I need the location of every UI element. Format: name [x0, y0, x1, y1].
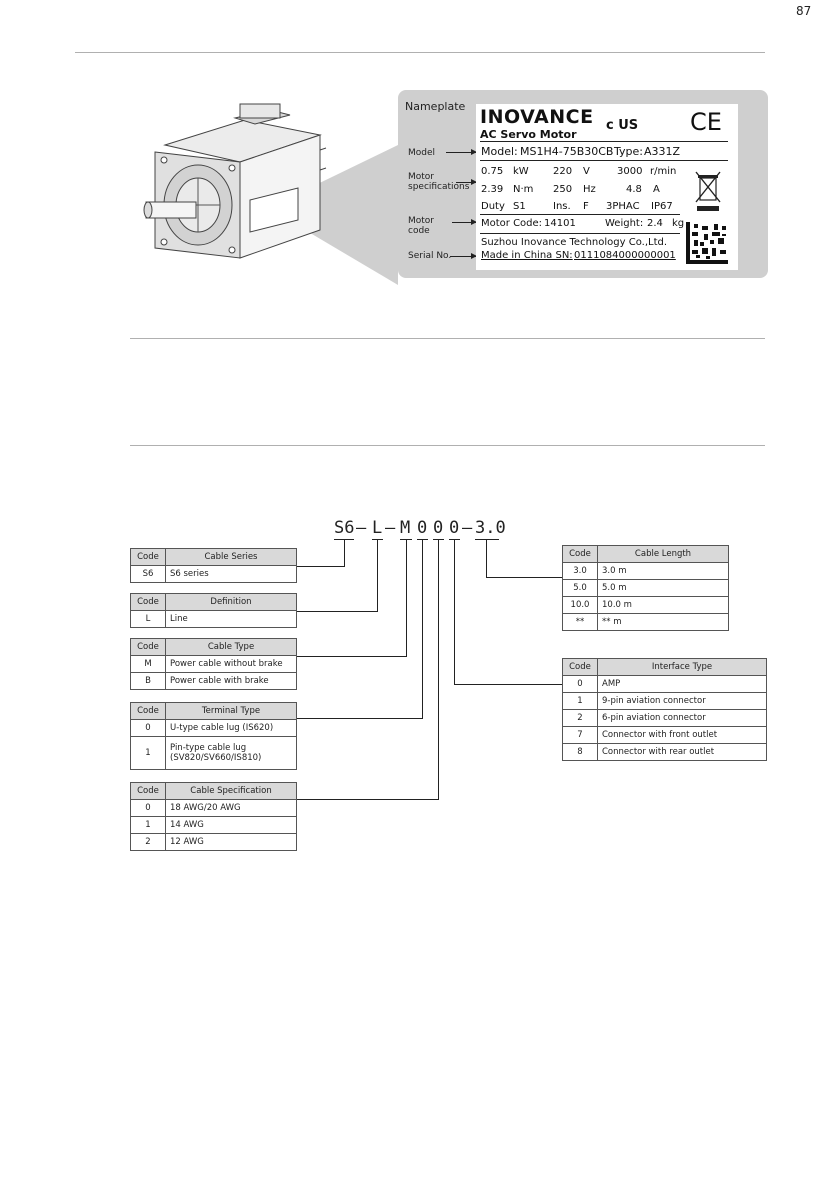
table-row [563, 580, 729, 597]
cell-code: 0 [131, 720, 166, 737]
code-series: S6 [334, 518, 355, 538]
cell-code: 3.0 [563, 563, 598, 580]
cell-desc: S6 series [166, 566, 297, 583]
table-row [563, 676, 767, 693]
header-code: Code [131, 703, 166, 720]
cell-desc: Connector with rear outlet [598, 744, 767, 761]
code-terminal-type: 0 [417, 518, 428, 538]
label-motor-code: Motor code [408, 216, 435, 236]
table-interface-type [562, 658, 767, 761]
product-name: AC Servo Motor [480, 128, 577, 141]
spec-r1-c6: r/min [650, 166, 677, 177]
spec-r1-c4: V [583, 166, 590, 177]
serial-value: 0111084000000001 [574, 250, 676, 261]
table-row [131, 737, 297, 770]
cell-desc: 6-pin aviation connector [598, 710, 767, 727]
page-number: 87 [796, 4, 812, 18]
table-definition [130, 593, 297, 628]
cell-code: 0 [563, 676, 598, 693]
table-terminal-type [130, 702, 297, 770]
spec-r1-c3: 220 [553, 166, 573, 177]
spec-r1-c2: kW [513, 166, 529, 177]
label-motor-specifications: Motor specifications [408, 172, 470, 192]
table-cable-series [130, 548, 297, 583]
code-cable-type: M [400, 518, 411, 538]
weight-value: 2.4 [647, 218, 663, 229]
cell-desc: 5.0 m [598, 580, 729, 597]
arrow-specifications [456, 182, 476, 183]
cell-code: 1 [131, 737, 166, 770]
table-row [563, 744, 767, 761]
weight-label: Weight: [605, 218, 644, 229]
cell-desc: 9-pin aviation connector [598, 693, 767, 710]
model-label: Model: [481, 145, 518, 158]
table-cable-length [562, 545, 729, 631]
cell-code: 10.0 [563, 597, 598, 614]
cell-code: B [131, 673, 166, 690]
code-dash-1: – [356, 518, 367, 538]
weight-unit: kg [672, 218, 685, 229]
header-cable-series: Cable Series [166, 549, 297, 566]
cell-desc: AMP [598, 676, 767, 693]
cell-code: 5.0 [563, 580, 598, 597]
table-row [563, 597, 729, 614]
table-row [131, 656, 297, 673]
cell-code: 1 [131, 817, 166, 834]
cell-desc: ** m [598, 614, 729, 631]
header-cable-type: Cable Type [166, 639, 297, 656]
cell-code: 0 [131, 800, 166, 817]
label-model: Model [408, 148, 436, 158]
code-dash-2: – [385, 518, 396, 538]
manufacturer: Suzhou Inovance Technology Co.,Ltd. [481, 237, 668, 248]
brand-logo: INOVANCE [480, 106, 594, 128]
header-code: Code [563, 546, 598, 563]
cell-desc: 3.0 m [598, 563, 729, 580]
table-row [131, 834, 297, 851]
made-in: Made in China SN: [481, 250, 573, 261]
header-code: Code [131, 783, 166, 800]
table-row [131, 800, 297, 817]
cell-code: ** [563, 614, 598, 631]
header-code: Code [131, 549, 166, 566]
arrow-serial [450, 256, 476, 257]
cell-desc: U-type cable lug (IS620) [166, 720, 297, 737]
cell-code: M [131, 656, 166, 673]
table-row [563, 693, 767, 710]
spec-r3-c4: F [583, 201, 589, 212]
weee-bin-icon [694, 170, 722, 212]
cell-desc: 14 AWG [166, 817, 297, 834]
label-serial-no: Serial No. [408, 251, 452, 261]
spec-r3-c2: S1 [513, 201, 526, 212]
spec-r1-c5: 3000 [617, 166, 643, 177]
table-row [563, 727, 767, 744]
cell-desc: 18 AWG/20 AWG [166, 800, 297, 817]
arrow-model [446, 152, 476, 153]
plate-rule-4 [480, 233, 680, 234]
line-cable-length [486, 539, 563, 578]
cell-desc: Line [166, 611, 297, 628]
cell-desc: 10.0 m [598, 597, 729, 614]
spec-r1-c1: 0.75 [481, 166, 504, 177]
code-interface-type: 0 [449, 518, 460, 538]
plate-rule-3 [480, 214, 680, 215]
code-dash-3: – [462, 518, 473, 538]
table-row [563, 710, 767, 727]
arrow-motor-code [452, 222, 476, 223]
cell-desc: Connector with front outlet [598, 727, 767, 744]
header-terminal-type: Terminal Type [166, 703, 297, 720]
spec-r2-c6: A [653, 184, 660, 195]
header-interface-type: Interface Type [598, 659, 767, 676]
table-row [131, 611, 297, 628]
motor-code-label: Motor Code: [481, 218, 543, 229]
cell-code: 8 [563, 744, 598, 761]
section-rule-bottom [130, 445, 765, 446]
cell-code: 2 [563, 710, 598, 727]
cell-desc: 12 AWG [166, 834, 297, 851]
header-code: Code [131, 639, 166, 656]
spec-r2-c4: Hz [583, 184, 596, 195]
code-cable-spec: 0 [433, 518, 444, 538]
cell-desc: Power cable without brake [166, 656, 297, 673]
type-label: Type: [614, 145, 643, 158]
table-row [131, 817, 297, 834]
ce-mark: CE [690, 108, 722, 136]
spec-r2-c3: 250 [553, 184, 573, 195]
cell-code: 1 [563, 693, 598, 710]
nameplate-title: Nameplate [405, 100, 466, 113]
cell-code: L [131, 611, 166, 628]
spec-r2-c1: 2.39 [481, 184, 504, 195]
header-definition: Definition [166, 594, 297, 611]
cell-code: 7 [563, 727, 598, 744]
ul-mark: c US [606, 118, 639, 133]
motor-code-value: 14101 [544, 218, 576, 229]
spec-r3-c3: Ins. [553, 201, 571, 212]
code-cable-length: 3.0 [475, 518, 506, 538]
model-value: MS1H4-75B30CB [520, 145, 614, 158]
spec-r3-c6: IP67 [651, 201, 673, 212]
table-row [131, 566, 297, 583]
cell-code: S6 [131, 566, 166, 583]
table-row [131, 720, 297, 737]
header-cable-length: Cable Length [598, 546, 729, 563]
line-cable-spec [296, 539, 439, 800]
cell-code: 2 [131, 834, 166, 851]
cell-desc: Pin-type cable lug (SV820/SV660/IS810) [166, 737, 297, 770]
table-cable-type [130, 638, 297, 690]
header-code: Code [563, 659, 598, 676]
header-cable-spec: Cable Specification [166, 783, 297, 800]
table-row [131, 673, 297, 690]
type-value: A331Z [644, 145, 681, 158]
table-row [563, 563, 729, 580]
spec-r2-c5: 4.8 [626, 184, 642, 195]
table-row [563, 614, 729, 631]
header-rule [75, 52, 765, 53]
code-definition: L [372, 518, 383, 538]
header-code: Code [131, 594, 166, 611]
plate-rule-2 [480, 160, 728, 161]
plate-rule-1 [480, 141, 728, 142]
section-rule-top [130, 338, 765, 339]
spec-r3-c5: 3PHAC [606, 201, 640, 212]
spec-r2-c2: N·m [513, 184, 534, 195]
spec-r3-c1: Duty [481, 201, 505, 212]
cell-desc: Power cable with brake [166, 673, 297, 690]
qr-code-icon [686, 222, 728, 264]
table-cable-spec [130, 782, 297, 851]
